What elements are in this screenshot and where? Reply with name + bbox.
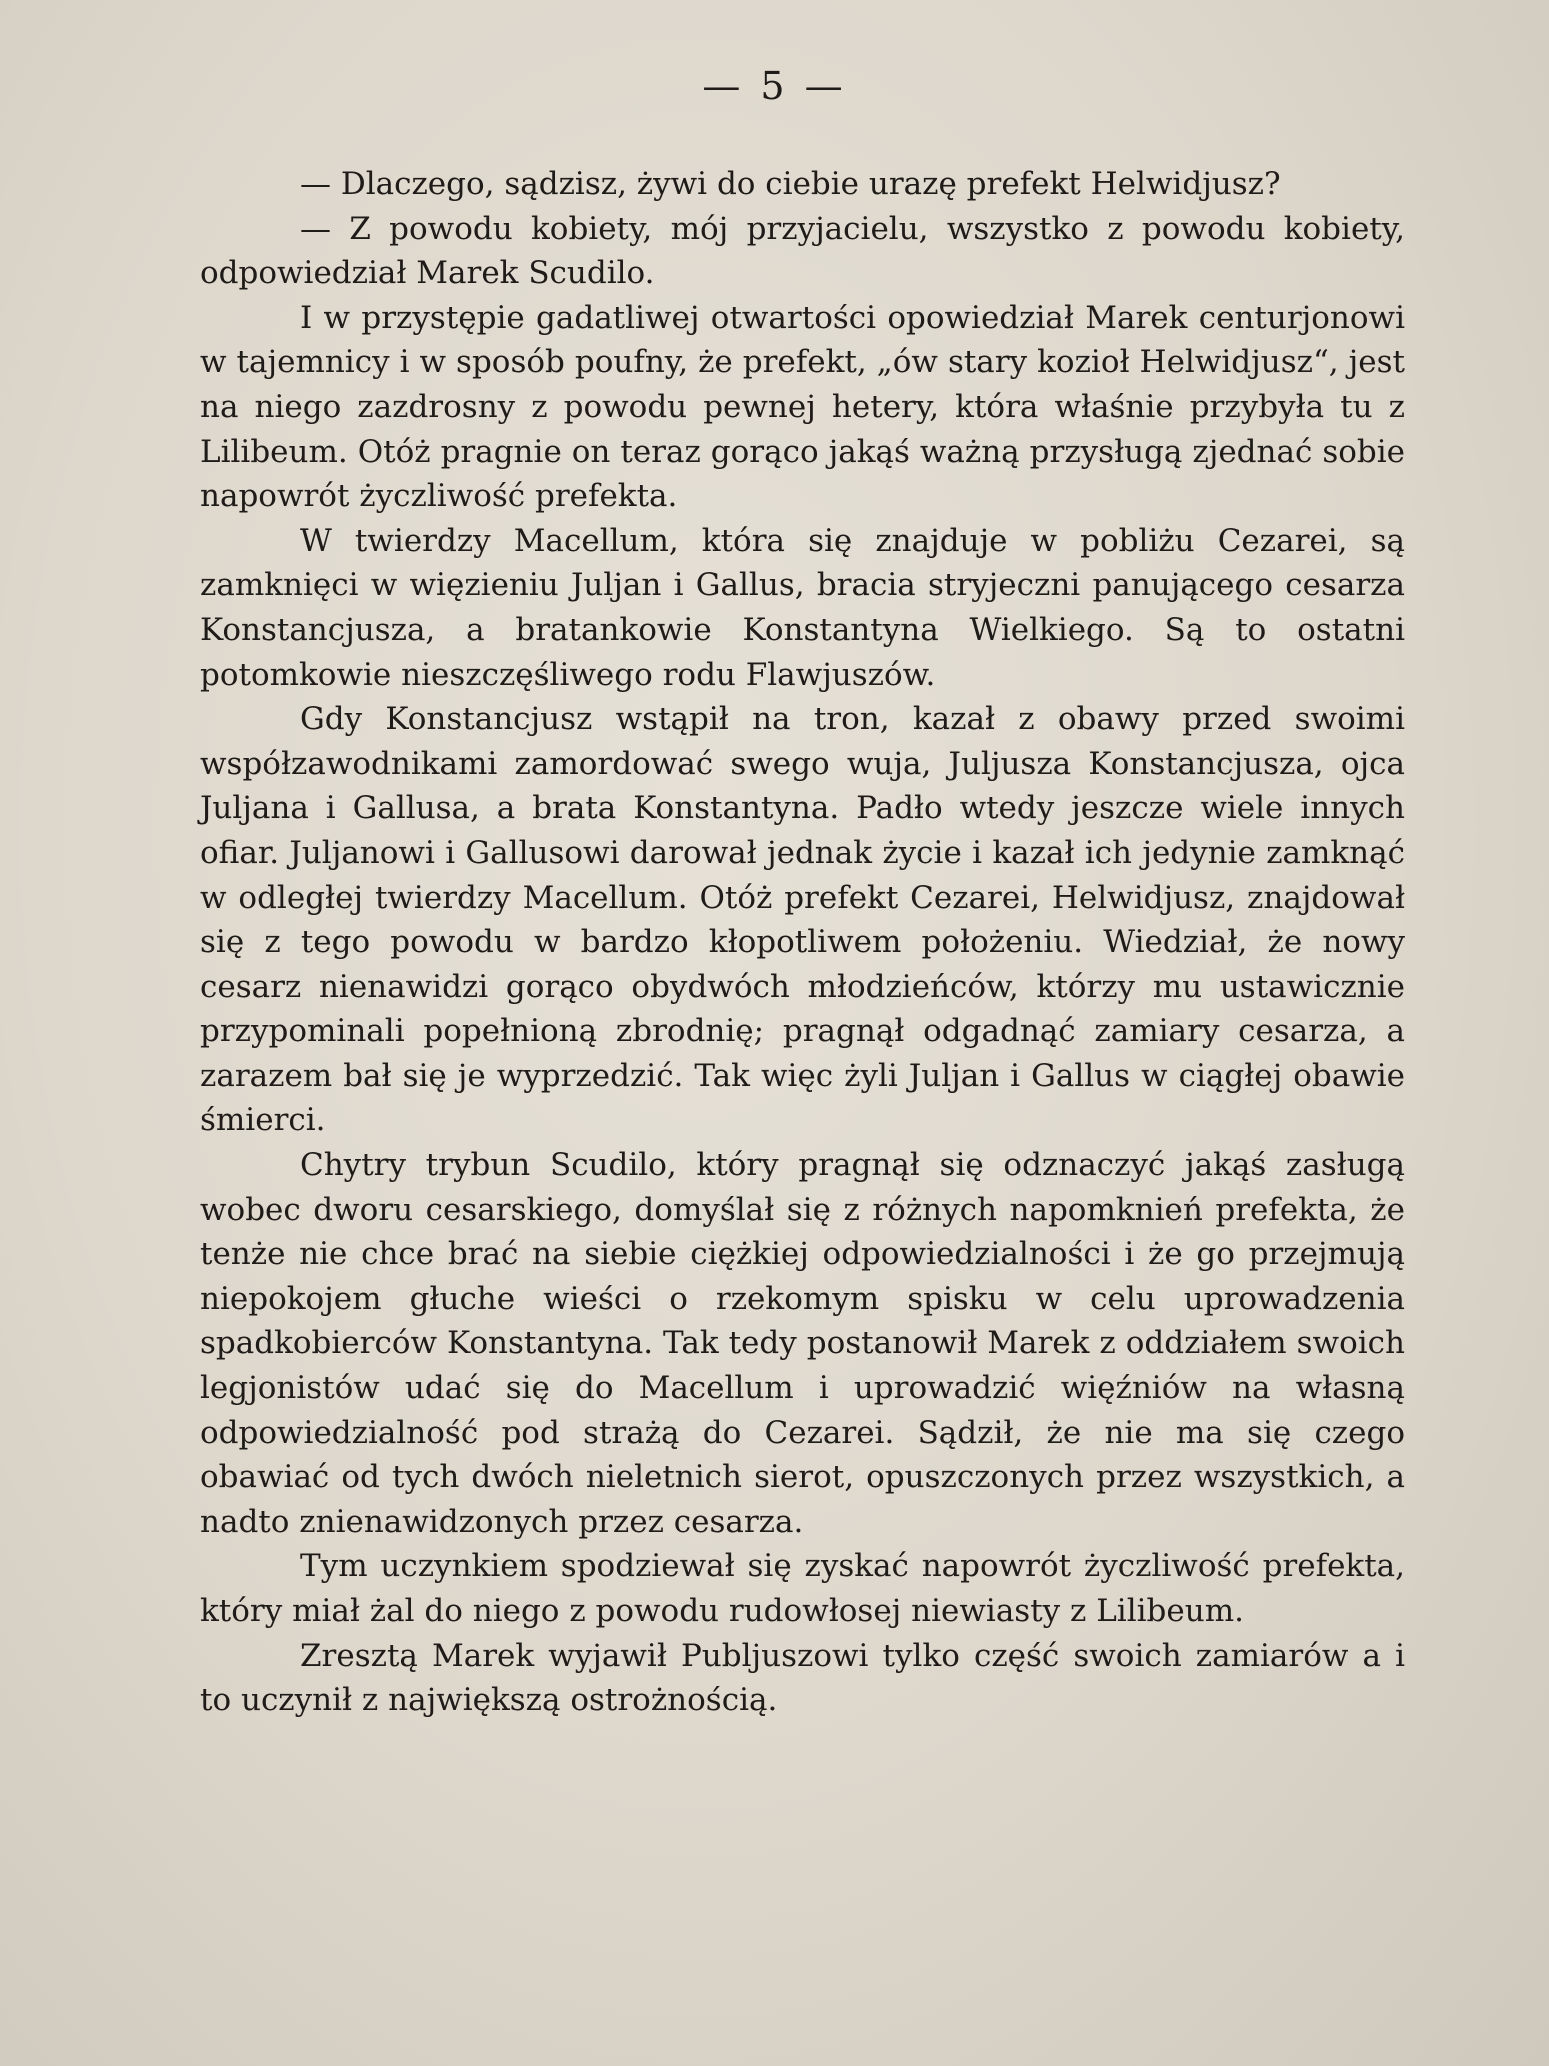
- paragraph-1: — Dlaczego, sądzisz, żywi do ciebie urazę prefekt Helwidjusz?: [300, 166, 1281, 202]
- paragraph-2: — Z powodu kobiety, mój przyjacielu, wszystko z powodu kobiety, odpowiedział Marek Scudilo.: [200, 210, 1405, 292]
- paragraph-6: Chytry trybun Scudilo, który pragnął się odznaczyć jakąś zasługą wobec dworu cesarskiego, domyślał się z różnych napomknień prefekta, że tenże nie chce brać na siebie ciężkiej odpowiedzialności i że go przejmują niepokojem głuche wieści o rzekomym spisku w celu uprowadzenia spadkobierców Konstantyna. Tak tedy postanowił Marek z oddziałem swoich legjonistów udać się do Macellum i uprowadzić więźniów na własną odpowiedzialność pod strażą do Cezarei. Sądził, że nie ma się czego obawiać od tych dwóch nieletnich sierot, opuszczonych przez wszystkich, a nadto znienawidzonych przez cesarza.: [200, 1147, 1405, 1540]
- paragraph-5: Gdy Konstancjusz wstąpił na tron, kazał z obawy przed swoimi współzawodnikami zamordować swego wuja, Juljusza Konstancjusza, ojca Juljana i Gallusa, a brata Konstantyna. Padło wtedy jeszcze wiele innych ofiar. Juljanowi i Gallusowi darował jednak życie i kazał ich jedynie zamknąć w odległej twierdzy Macellum. Otóż prefekt Cezarei, Helwidjusz, znajdował się z tego powodu w bardzo kłopotliwem położeniu. Wiedział, że nowy cesarz nienawidzi gorąco obydwóch młodzieńców, którzy mu ustawicznie przypominali popełnioną zbrodnię; pragnął odgadnąć zamiary cesarza, a zarazem bał się je wyprzedzić. Tak więc żyli Juljan i Gallus w ciągłej obawie śmierci.: [200, 701, 1405, 1139]
- paragraph-8: Zresztą Marek wyjawił Publjuszowi tylko część swoich zamiarów a i to uczynił z największą ostrożnością.: [200, 1637, 1405, 1719]
- paragraph-4: W twierdzy Macellum, która się znajduje w pobliżu Cezarei, są zamknięci w więzieniu Juljan i Gallus, bracia stryjeczni panującego cesarza Konstancjusza, a bratankowie Konstantyna Wielkiego. Są to ostatni potomkowie nieszczęśliwego rodu Flawjuszów.: [200, 522, 1405, 693]
- paragraph-7: Tym uczynkiem spodziewał się zyskać napowrót życzliwość prefekta, który miał żal do niego z powodu rudowłosej niewiasty z Lilibeum.: [200, 1548, 1405, 1629]
- page-number: — 5 —: [702, 64, 847, 108]
- text-body: [200, 162, 1405, 1723]
- paragraph-3: I w przystępie gadatliwej otwartości opowiedział Marek centurjonowi w tajemnicy i w sposób poufny, że prefekt, „ów stary kozioł Helwidjusz“, jest na niego zazdrosny z powodu pewnej hetery, która właśnie przybyła tu z Lilibeum. Otóż pragnie on teraz gorąco jakąś ważną przysługą zjednać sobie napowrót życzliwość prefekta.: [200, 299, 1405, 515]
